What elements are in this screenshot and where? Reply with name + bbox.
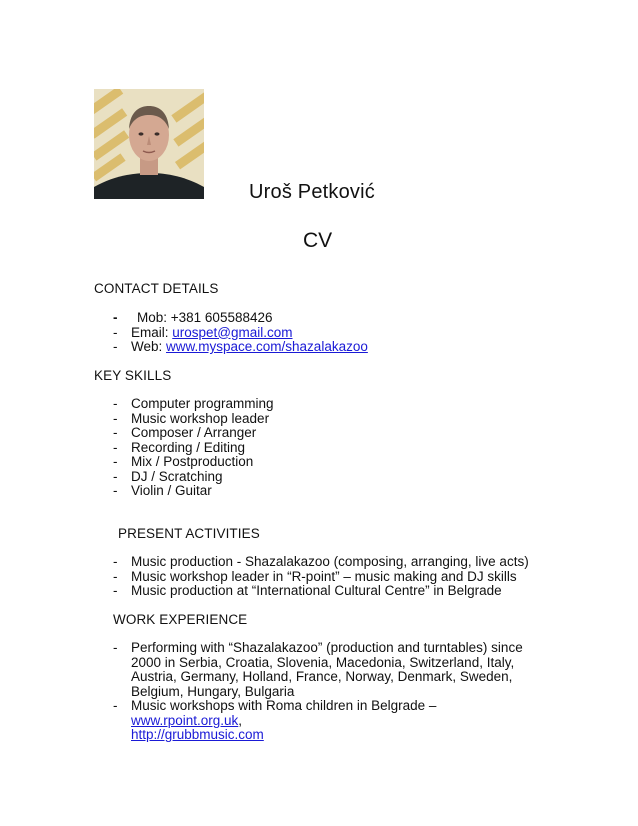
grubbmusic-link[interactable]: http://grubbmusic.com <box>131 727 264 742</box>
present-activities-list <box>113 555 553 599</box>
key-skills-list <box>113 397 553 499</box>
candidate-name: Uroš Petković <box>249 181 375 203</box>
contact-heading: CONTACT DETAILS <box>94 281 219 296</box>
list-item: - Music production at “International Cultural Centre” in Belgrade <box>113 583 502 598</box>
list-item: - DJ / Scratching <box>113 468 223 484</box>
rpoint-link[interactable]: www.rpoint.org.uk <box>131 712 239 728</box>
list-item: - Music workshop leader in “R-point” – music making and DJ skills <box>113 568 517 584</box>
list-item: - Violin / Guitar <box>113 483 212 498</box>
email-link[interactable]: urospet@gmail.com <box>172 324 293 340</box>
contact-list <box>113 311 553 355</box>
contact-mob: - Mob: +381 605588426 <box>113 310 273 325</box>
list-item: - Mix / Postproduction <box>113 454 254 469</box>
present-activities-heading: PRESENT ACTIVITIES <box>118 526 260 541</box>
contact-web: - Web: www.myspace.com/shazalakazoo <box>113 339 368 354</box>
list-item: - Music workshops with Roma children in Belgrade – www.rpoint.org.uk, http://grubbmusic.com <box>113 698 437 742</box>
list-item: - Music workshop leader <box>113 410 270 426</box>
list-item: - Computer programming <box>113 396 274 411</box>
contact-email: - Email: urospet@gmail.com <box>113 324 293 340</box>
work-experience-heading: WORK EXPERIENCE <box>113 612 248 627</box>
list-item: - Performing with “Shazalakazoo” (production and turntables) since 2000 in Serbia, Croatia, Slovenia, Macedonia, Switzerland, Italy, Austria, Germany, Holland, France, Norway, Denmark, Sweden, Belgium, Hungary, Bulgaria <box>113 640 523 699</box>
document-title: CV <box>303 229 333 252</box>
portrait-image <box>94 89 204 199</box>
portrait-photo <box>94 89 204 199</box>
web-link[interactable]: www.myspace.com/shazalakazoo <box>166 339 368 354</box>
key-skills-heading: KEY SKILLS <box>94 368 172 383</box>
list-item: - Music production - Shazalakazoo (composing, arranging, live acts) <box>113 554 529 569</box>
work-experience-list <box>113 641 541 743</box>
list-item: - Composer / Arranger <box>113 425 257 440</box>
list-item: - Recording / Editing <box>113 439 246 455</box>
